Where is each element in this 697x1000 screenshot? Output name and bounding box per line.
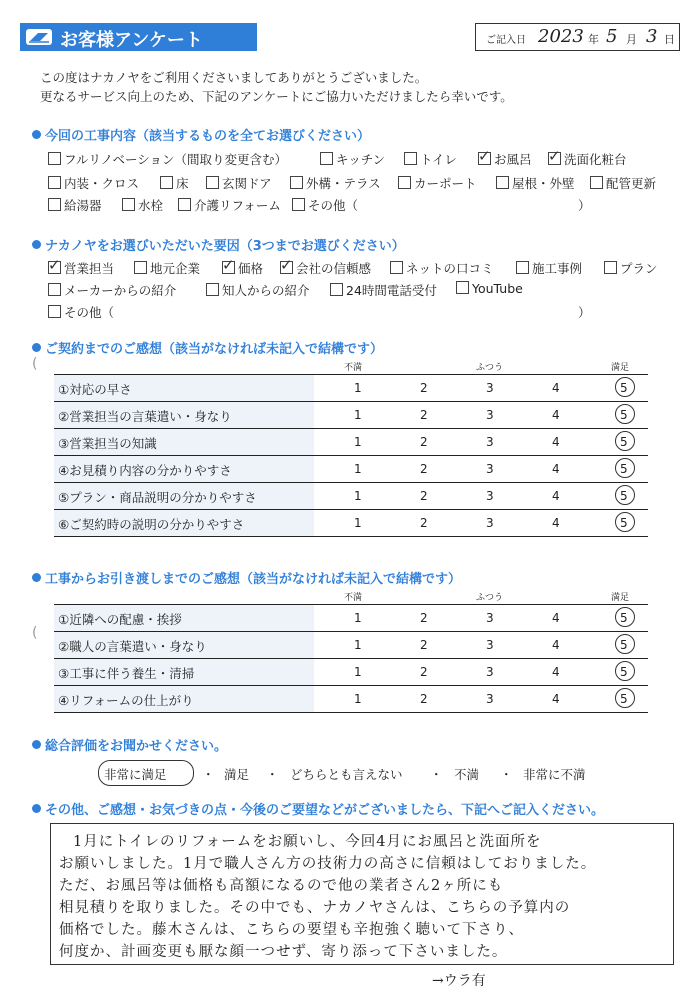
section1-option[interactable] xyxy=(48,196,102,214)
section1-option[interactable] xyxy=(404,150,457,168)
intro-line-2: 更なるサービス向上のため、下記のアンケートにご協力いただけましたら幸いです。 xyxy=(40,89,513,104)
section2-option[interactable] xyxy=(280,256,372,277)
section1-option[interactable] xyxy=(48,174,139,192)
checkbox[interactable] xyxy=(292,198,305,211)
checkbox[interactable] xyxy=(206,176,219,189)
date-day[interactable]: 3 xyxy=(646,26,658,47)
rating-label: ③営業担当の知識 xyxy=(58,436,157,451)
scale-low-label: 不満 xyxy=(344,363,363,373)
rating-row xyxy=(54,402,648,429)
checkbox[interactable] xyxy=(48,256,61,274)
section5-heading: 総合評価をお聞かせください。 xyxy=(32,735,227,754)
section2-option[interactable] xyxy=(456,281,523,296)
rating-label: ⑤プラン・商品説明の分かりやすさ xyxy=(58,490,257,505)
selected-circle xyxy=(615,431,635,451)
rating-row xyxy=(54,632,648,659)
section3-rating-table xyxy=(54,374,648,537)
checkbox[interactable] xyxy=(48,198,61,211)
comment-line: お願いしました。1月で職人さん方の技術力の高さに信頼はしておりました。 xyxy=(59,856,597,872)
rating-option-2[interactable]: 2 xyxy=(420,692,428,706)
checkbox[interactable] xyxy=(122,198,135,211)
check-mark-icon: ✓ xyxy=(548,147,561,165)
rating-option-4[interactable]: 4 xyxy=(552,489,560,503)
rating-option-2[interactable]: 2 xyxy=(420,408,428,422)
bullet-icon xyxy=(32,240,41,249)
rating-option-4[interactable]: 4 xyxy=(552,435,560,449)
overall-option[interactable]: どちらとも言えない xyxy=(290,767,403,782)
section2-heading: ナカノヤをお選びいただいた要因（3つまでお選びください） xyxy=(32,235,405,254)
bullet-icon xyxy=(32,804,41,813)
section1-option[interactable] xyxy=(48,150,287,168)
section2-option[interactable] xyxy=(604,259,658,277)
option-label: フルリノベーション（間取り変更含む） xyxy=(64,152,288,167)
comment-line: 相見積りを取りました。その中でも、ナカノヤさんは、こちらの予算内の xyxy=(59,900,571,916)
option-label: 洗面化粧台 xyxy=(564,152,627,167)
scale-mid-label: ふつう xyxy=(476,593,504,603)
rating-label: ①近隣への配慮・挨拶 xyxy=(58,612,182,627)
intro-line-1: この度はナカノヤをご利用くださいましてありがとうございました。 xyxy=(40,70,428,85)
option-label: 24時間電話受付 xyxy=(346,283,437,298)
option-label: メーカーからの紹介 xyxy=(64,283,177,298)
selected-circle xyxy=(615,634,635,654)
selected-circle xyxy=(615,485,635,505)
option-label: お風呂 xyxy=(494,152,532,167)
section1-option[interactable] xyxy=(478,147,532,168)
rating-label: ②営業担当の言葉遣い・身なり xyxy=(58,409,232,424)
rating-option-5[interactable]: 5 xyxy=(620,692,628,706)
option-label: 水栓 xyxy=(138,198,164,213)
rating-option-2[interactable]: 2 xyxy=(420,462,428,476)
checkbox[interactable] xyxy=(398,176,411,189)
rating-option-1[interactable]: 1 xyxy=(354,665,362,679)
option-label: ネットの口コミ xyxy=(406,261,494,276)
checkbox[interactable] xyxy=(160,176,173,189)
section1-option[interactable] xyxy=(398,174,477,192)
rating-option-5[interactable]: 5 xyxy=(620,665,628,679)
option-label: 床 xyxy=(176,176,189,191)
option-label: 価格 xyxy=(238,261,264,276)
section2-option[interactable] xyxy=(330,281,437,299)
checkbox[interactable] xyxy=(48,176,61,189)
comment-line: ただ、お風呂等は価格も高額になるので他の業者さん2ヶ所にも xyxy=(59,878,504,894)
section2-option[interactable] xyxy=(206,281,310,299)
rating-option-5[interactable]: 5 xyxy=(620,381,628,395)
section2-option[interactable] xyxy=(390,259,494,277)
selected-circle xyxy=(615,377,635,397)
scale-low-label: 不満 xyxy=(344,593,363,603)
checkbox[interactable] xyxy=(290,176,303,189)
bullet-icon xyxy=(32,740,41,749)
option-label: カーポート xyxy=(414,176,477,191)
page-title: お客様アンケート xyxy=(60,30,203,51)
selected-circle xyxy=(615,512,635,532)
rating-option-1[interactable]: 1 xyxy=(354,611,362,625)
check-mark-icon: ✓ xyxy=(48,256,61,274)
rating-option-3[interactable]: 3 xyxy=(486,611,494,625)
option-label: 配管更新 xyxy=(606,176,657,191)
section1-option[interactable] xyxy=(206,174,272,192)
checkbox[interactable] xyxy=(404,152,417,165)
section1-option[interactable] xyxy=(122,196,163,214)
checkbox[interactable] xyxy=(48,305,61,318)
checkbox[interactable] xyxy=(548,147,561,165)
reverse-side-note: →ウラ有 xyxy=(432,973,486,989)
rating-row xyxy=(54,456,648,483)
rating-row xyxy=(54,375,648,402)
rating-label: ④お見積り内容の分かりやすさ xyxy=(58,463,232,478)
checkbox[interactable] xyxy=(516,261,529,274)
rating-option-1[interactable]: 1 xyxy=(354,462,362,476)
rating-option-1[interactable]: 1 xyxy=(354,638,362,652)
rating-option-5[interactable]: 5 xyxy=(620,435,628,449)
bullet-icon xyxy=(32,573,41,582)
date-year[interactable]: 2023 xyxy=(538,26,584,47)
checkbox[interactable] xyxy=(604,261,617,274)
section1-option[interactable] xyxy=(496,174,575,192)
overall-option[interactable]: 非常に満足 xyxy=(104,767,167,782)
selected-circle xyxy=(615,688,635,708)
rating-option-3[interactable]: 3 xyxy=(486,638,494,652)
rating-option-3[interactable]: 3 xyxy=(486,435,494,449)
day-unit: 日 xyxy=(664,33,675,46)
section1-heading: 今回の工事内容（該当するものを全てお選びください） xyxy=(32,125,370,144)
selected-circle xyxy=(615,607,635,627)
section1-option[interactable] xyxy=(178,196,281,214)
rating-row xyxy=(54,686,648,713)
rating-option-3[interactable]: 3 xyxy=(486,408,494,422)
section2-close-paren: ） xyxy=(578,305,591,320)
scale-high-label: 満足 xyxy=(611,593,630,603)
overall-option[interactable]: 非常に不満 xyxy=(523,767,586,782)
section2-option[interactable] xyxy=(222,256,264,277)
rating-option-3[interactable]: 3 xyxy=(486,516,494,530)
nakanoya-logo-icon xyxy=(26,29,52,45)
rating-option-1[interactable]: 1 xyxy=(354,692,362,706)
rating-label: ③工事に伴う養生・清掃 xyxy=(58,666,195,681)
checkbox[interactable] xyxy=(280,256,293,274)
rating-option-5[interactable]: 5 xyxy=(620,489,628,503)
option-label: 営業担当 xyxy=(64,261,115,276)
option-label: 屋根・外壁 xyxy=(512,176,575,191)
separator-dot: ・ xyxy=(500,767,513,782)
rating-option-5[interactable]: 5 xyxy=(620,516,628,530)
overall-option[interactable]: 満足 xyxy=(224,767,250,782)
rating-option-2[interactable]: 2 xyxy=(420,489,428,503)
rating-row xyxy=(54,510,648,537)
separator-dot: ・ xyxy=(430,767,443,782)
checkbox[interactable] xyxy=(330,283,343,296)
rating-option-4[interactable]: 4 xyxy=(552,516,560,530)
option-label: その他（ xyxy=(308,198,359,213)
checkbox[interactable] xyxy=(48,152,61,165)
checkbox[interactable] xyxy=(222,256,235,274)
year-unit: 年 xyxy=(588,33,599,46)
rating-row xyxy=(54,429,648,456)
option-label: 給湯器 xyxy=(64,198,102,213)
rating-row xyxy=(54,659,648,686)
comment-line: 1月にトイレのリフォームをお願いし、今回4月にお風呂と洗面所を xyxy=(73,834,542,850)
rating-option-1[interactable]: 1 xyxy=(354,408,362,422)
rating-option-3[interactable]: 3 xyxy=(486,381,494,395)
rating-option-1[interactable]: 1 xyxy=(354,435,362,449)
option-label: 会社の信頼感 xyxy=(296,261,372,276)
month-unit: 月 xyxy=(626,33,637,46)
separator-dot: ・ xyxy=(202,767,215,782)
selected-circle xyxy=(615,458,635,478)
checkbox[interactable] xyxy=(48,283,61,296)
rating-option-5[interactable]: 5 xyxy=(620,408,628,422)
header xyxy=(20,23,680,51)
rating-option-2[interactable]: 2 xyxy=(420,638,428,652)
section3-heading: ご契約までのご感想（該当がなければ未記入で結構です） xyxy=(32,338,383,357)
rating-label: ⑥ご契約時の説明の分かりやすさ xyxy=(58,517,245,532)
option-label: その他（ xyxy=(64,305,115,320)
option-label: 介護リフォーム xyxy=(194,198,281,213)
section1-close-paren: ） xyxy=(578,198,591,213)
rating-label: ②職人の言葉遣い・身なり xyxy=(58,639,207,654)
rating-option-2[interactable]: 2 xyxy=(420,381,428,395)
rating-option-4[interactable]: 4 xyxy=(552,692,560,706)
option-label: 玄関ドア xyxy=(222,176,272,191)
checkbox[interactable] xyxy=(390,261,403,274)
date-box xyxy=(475,23,680,51)
rating-option-5[interactable]: 5 xyxy=(620,638,628,652)
check-mark-icon: ✓ xyxy=(222,256,235,274)
option-label: キッチン xyxy=(336,152,386,167)
section1-option[interactable] xyxy=(160,174,189,192)
checkbox[interactable] xyxy=(134,261,147,274)
section2-option[interactable] xyxy=(48,256,115,277)
rating-option-1[interactable]: 1 xyxy=(354,381,362,395)
comment-line: 何度か、計画変更も厭な顔一つせず、寄り添って下さいました。 xyxy=(59,944,508,960)
option-label: プラン xyxy=(620,261,658,276)
section1-option[interactable] xyxy=(290,174,381,192)
rating-label: ①対応の早さ xyxy=(58,382,132,397)
section2-option[interactable] xyxy=(48,281,176,299)
bullet-icon xyxy=(32,343,41,352)
section6-heading: その他、ご感想・お気づきの点・今後のご要望などがございましたら、下記へご記入ください。 xyxy=(32,799,604,818)
comment-line: 価格でした。藤木さんは、こちらの要望も辛抱強く聴いて下さり、 xyxy=(59,922,524,938)
option-label: 内装・クロス xyxy=(64,176,140,191)
section1-option[interactable] xyxy=(320,150,385,168)
section4-rating-table xyxy=(54,604,648,713)
rating-option-2[interactable]: 2 xyxy=(420,516,428,530)
rating-option-3[interactable]: 3 xyxy=(486,665,494,679)
selected-circle xyxy=(615,661,635,681)
option-label: YouTube xyxy=(472,281,523,296)
rating-row xyxy=(54,605,648,632)
section4-heading: 工事からお引き渡しまでのご感想（該当がなければ未記入で結構です） xyxy=(32,568,461,587)
section1-option[interactable] xyxy=(548,147,627,168)
option-label: 外構・テラス xyxy=(306,176,381,191)
rating-option-4[interactable]: 4 xyxy=(552,611,560,625)
separator-dot: ・ xyxy=(266,767,279,782)
rating-row xyxy=(54,483,648,510)
rating-option-3[interactable]: 3 xyxy=(486,692,494,706)
scale-high-label: 満足 xyxy=(611,363,630,373)
rating-option-2[interactable]: 2 xyxy=(420,665,428,679)
comment-box[interactable] xyxy=(50,823,674,965)
bullet-icon xyxy=(32,130,41,139)
rating-option-5[interactable]: 5 xyxy=(620,462,628,476)
scale-mid-label: ふつう xyxy=(476,363,504,373)
checkbox[interactable] xyxy=(320,152,333,165)
section2-option[interactable] xyxy=(516,259,582,277)
title-bar xyxy=(20,23,257,51)
rating-option-4[interactable]: 4 xyxy=(552,462,560,476)
overall-option[interactable]: 不満 xyxy=(454,767,480,782)
checkbox[interactable] xyxy=(590,176,603,189)
option-label: 施工事例 xyxy=(532,261,583,276)
check-mark-icon: ✓ xyxy=(478,147,491,165)
selected-circle xyxy=(615,404,635,424)
rating-option-3[interactable]: 3 xyxy=(486,489,494,503)
section1-option[interactable] xyxy=(590,174,656,192)
option-label: トイレ xyxy=(420,152,457,167)
rating-option-4[interactable]: 4 xyxy=(552,665,560,679)
rating-option-3[interactable]: 3 xyxy=(486,462,494,476)
rating-option-1[interactable]: 1 xyxy=(354,516,362,530)
check-mark-icon: ✓ xyxy=(280,256,293,274)
checkbox[interactable] xyxy=(178,198,191,211)
rating-option-2[interactable]: 2 xyxy=(420,435,428,449)
rating-option-4[interactable]: 4 xyxy=(552,408,560,422)
rating-option-4[interactable]: 4 xyxy=(552,638,560,652)
section2-option[interactable] xyxy=(134,259,200,277)
checkbox[interactable] xyxy=(206,283,219,296)
date-label: ご記入日 xyxy=(486,35,526,46)
section1-option[interactable] xyxy=(292,196,358,214)
rating-option-1[interactable]: 1 xyxy=(354,489,362,503)
rating-option-5[interactable]: 5 xyxy=(620,611,628,625)
date-month[interactable]: 5 xyxy=(606,26,618,47)
checkbox[interactable] xyxy=(456,281,469,294)
option-label: 知人からの紹介 xyxy=(222,283,310,298)
rating-label: ④リフォームの仕上がり xyxy=(58,693,194,708)
rating-option-4[interactable]: 4 xyxy=(552,381,560,395)
rating-option-2[interactable]: 2 xyxy=(420,611,428,625)
section2-option[interactable] xyxy=(48,303,114,321)
checkbox[interactable] xyxy=(478,147,491,165)
checkbox[interactable] xyxy=(496,176,509,189)
option-label: 地元企業 xyxy=(150,261,201,276)
